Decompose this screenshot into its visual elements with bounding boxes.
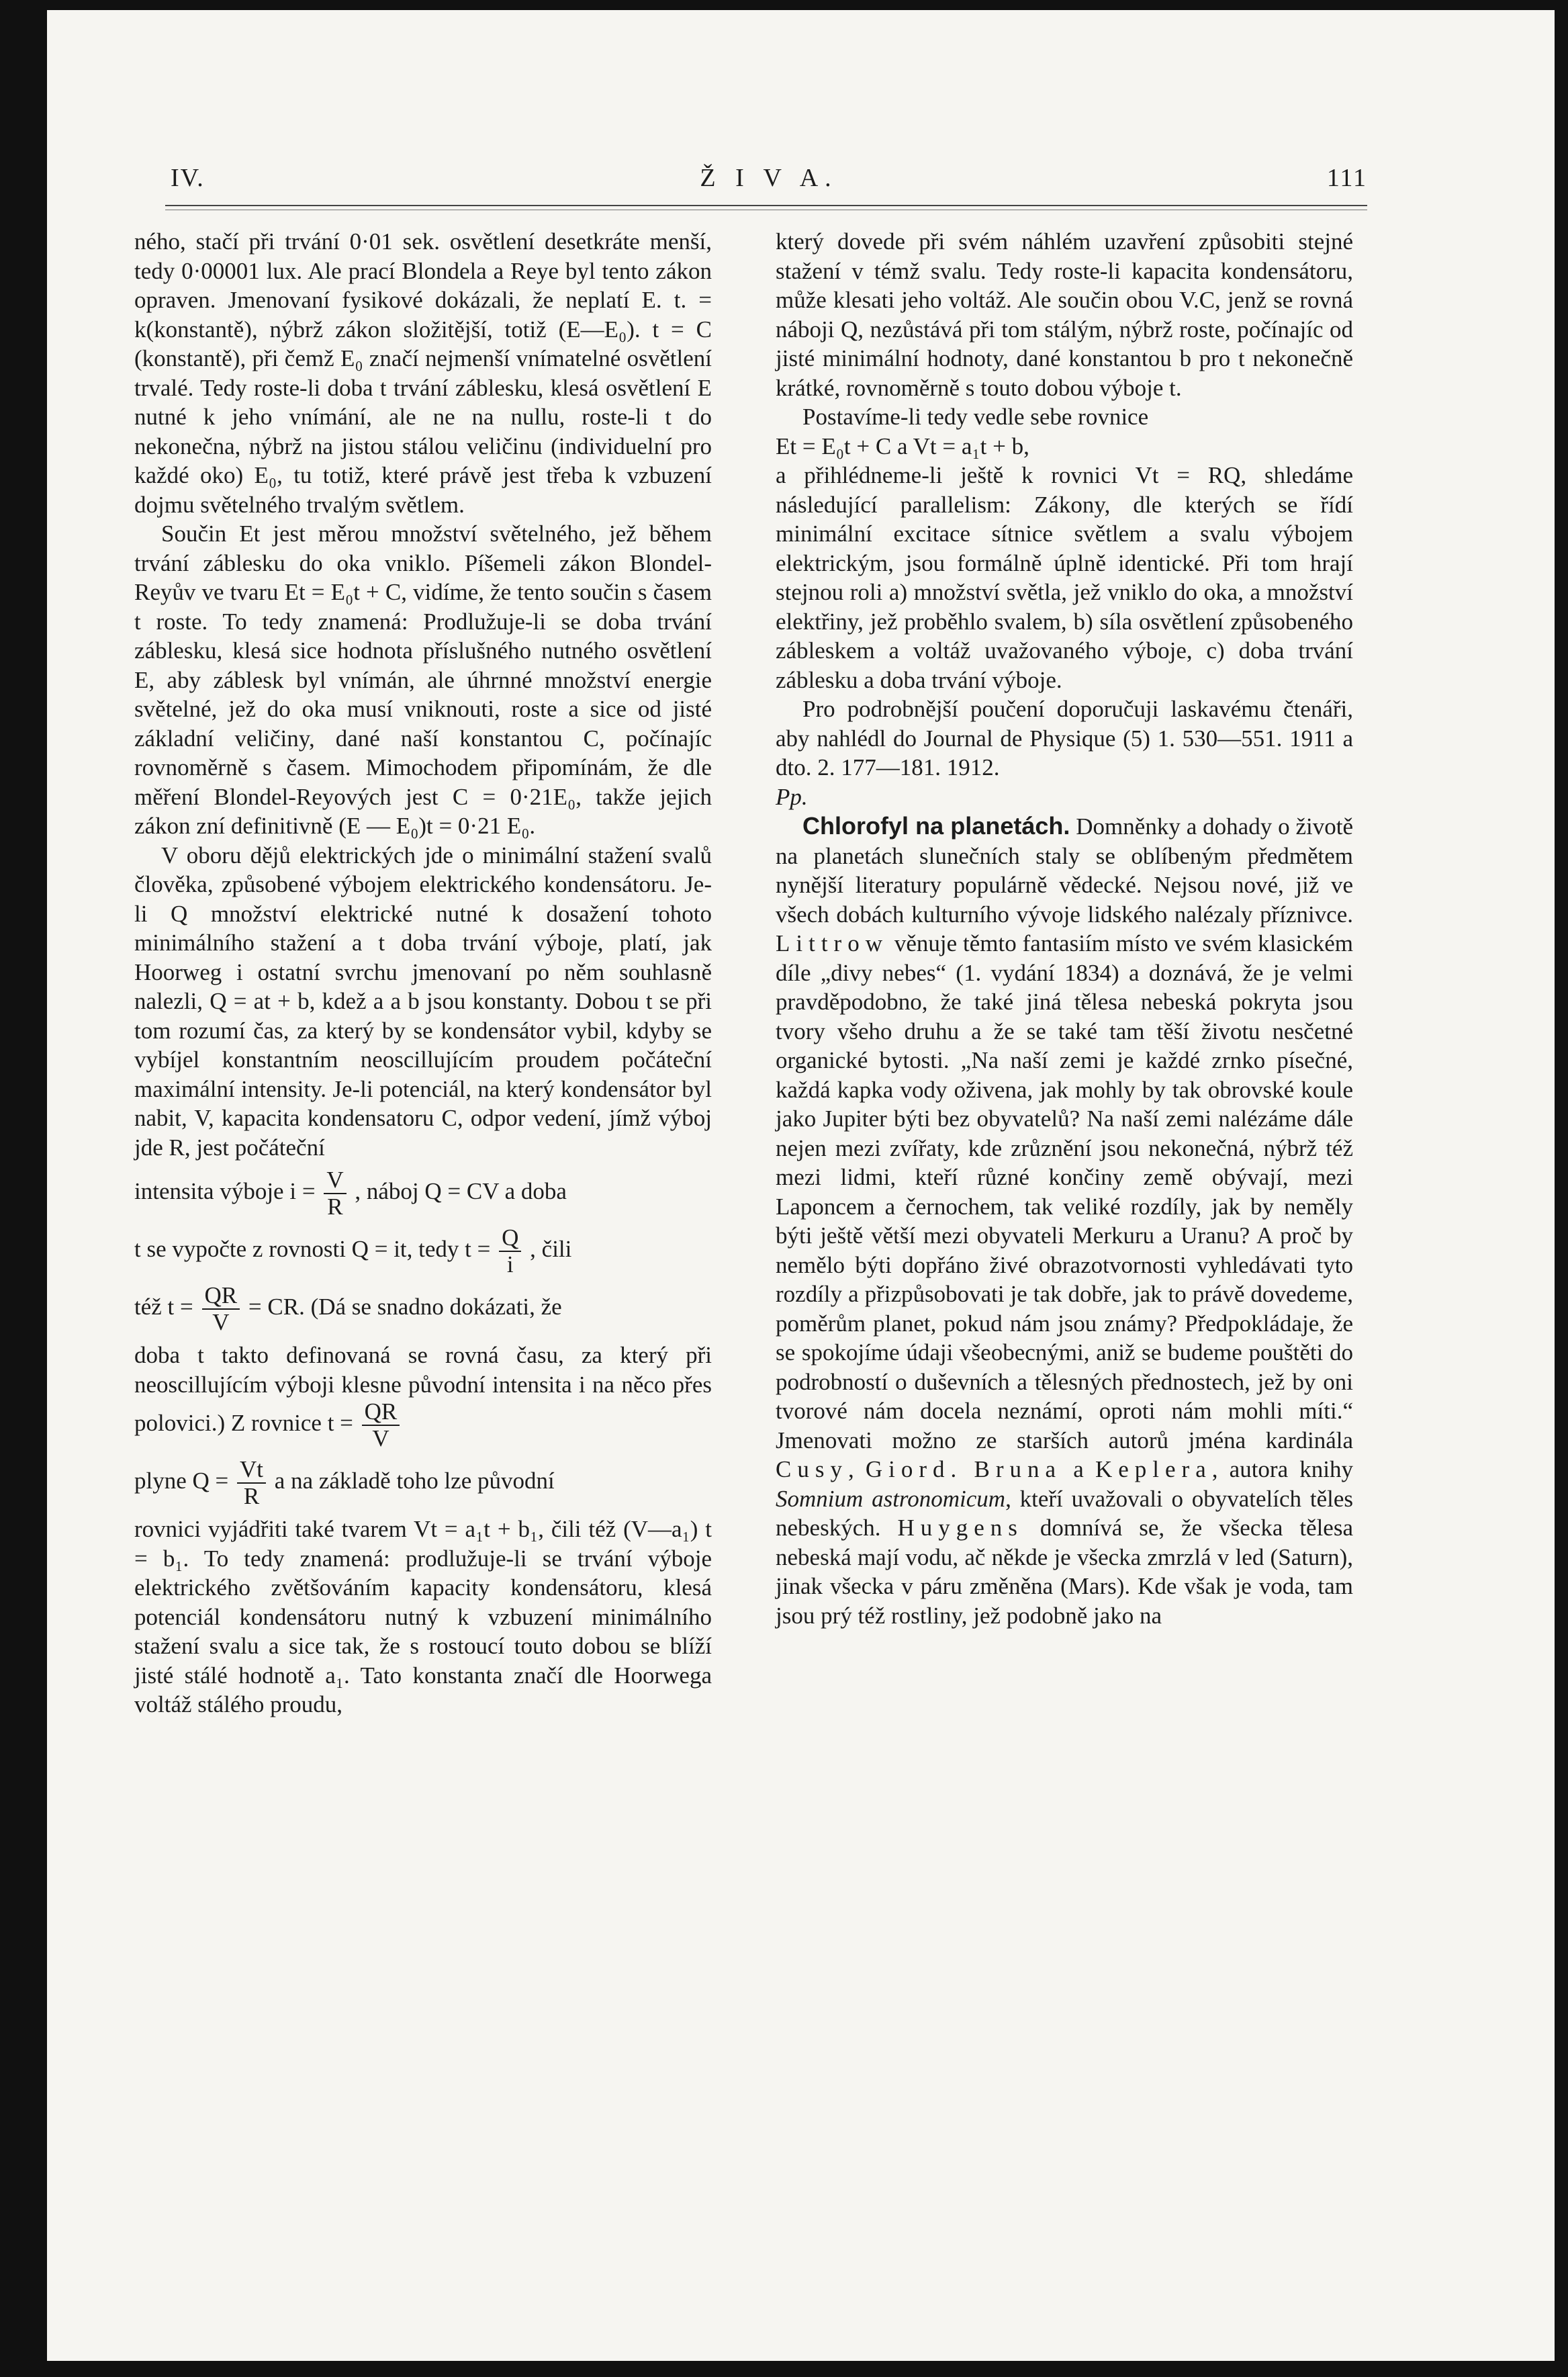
fraction xyxy=(237,1457,266,1509)
section-heading: Chlorofyl na planetách. xyxy=(802,812,1070,840)
fraction xyxy=(499,1225,521,1277)
numerator: QR xyxy=(202,1283,240,1310)
journal-title: Ž I V A. xyxy=(700,164,838,192)
text-run: , xyxy=(847,1456,854,1482)
denominator: V xyxy=(212,1309,230,1335)
page-number: 111 xyxy=(1326,164,1367,192)
formula-text: t se vypočte z rovnosti Q = it, tedy t = xyxy=(134,1236,491,1263)
formula-text: = CR. (Dá se snadno dokázati, že xyxy=(248,1294,562,1320)
equation-display: Et = E₀t + C a Vt = a₁t + b, xyxy=(776,433,1029,459)
running-header xyxy=(171,163,1367,204)
paragraph: a přihlédneme-li ještě k rovnici Vt = RQ, shledáme následující parallelism: Zákony, dle kterých se řídí minimální excitace sítnice světlem a svalu výbojem elektrickým, jsou formálně úplně identické. Při tom hrají stejnou roli a) množství světla, jež vniklo do oka, a množství elektřiny, jež proběhlo svalem, b) síla osvětlení způsobeného zábleskem a voltáž uvažovaného výboje, c) doba trvání záblesku a doba trvání výboje. xyxy=(776,462,1353,693)
formula-text: plyne Q = xyxy=(134,1468,229,1494)
paragraph: Pro podrobnější poučení doporučuji laskavému čtenáři, aby nahlédl do Journal de Physique (5) 1. 530—551. 1911 a dto. 2. 177—181. 1912. xyxy=(776,696,1353,780)
fraction xyxy=(324,1167,346,1220)
formula-line xyxy=(134,1225,712,1277)
article-chlorofyl xyxy=(776,811,1353,1630)
formula-text: , čili xyxy=(530,1236,572,1263)
formula-line xyxy=(134,1341,712,1451)
author-name: Littrow xyxy=(776,930,888,956)
text-run: , autora knihy xyxy=(1211,1456,1354,1482)
volume-number: IV. xyxy=(171,164,205,192)
book-title: Somnium astronomicum xyxy=(776,1485,1006,1512)
author-name: Giord. xyxy=(865,1456,963,1482)
text-run: Domněnky a dohady o životě na planetách slunečních staly se oblíbeným předmětem nynější literatury populárně vědecké. Nejsou nové, již ve všech dobách kulturního vývoje lidského nalézaly příznivce. xyxy=(776,813,1354,928)
author-name: Cusy xyxy=(776,1456,848,1482)
numerator: QR xyxy=(362,1399,400,1426)
text-run: domnívá se, že všecka tělesa nebeská mají vodu, ač někde je všecka zmrzlá v led (Saturn), jinak všecka v páru změněna (Mars). Kde však je voda, tam jsou prý též rostliny, jež podobně jako na xyxy=(776,1515,1353,1629)
text-run: a xyxy=(1073,1456,1084,1482)
formula-text: , náboj Q = CV a doba xyxy=(355,1178,567,1205)
right-column xyxy=(776,227,1353,2242)
denominator: i xyxy=(506,1251,514,1277)
formula-line xyxy=(134,1167,712,1220)
denominator: R xyxy=(327,1194,343,1220)
paragraph: V oboru dějů elektrických jde o minimální stažení svalů člověka, způsobené výbojem elektrického kondensátoru. Je-li Q množství elektrické nutné k dosažení tohoto minimálního stažení a t doba trvání výboje, platí, jak Hoorweg i ostatní svrchu jmenovaní po něm souhlasně nalezli, Q = at + b, kdež a a b jsou konstanty. Dobou t se při tom rozumí čas, za který by se kondensátor vybil, kdyby se vybíjel konstantním neoscillujícím proudem počáteční maximální intensity. Je-li potenciál, na který kondensátor byl nabit, V, kapacita kondensatoru C, odpor vedení, jímž výboj jde R, jest počáteční xyxy=(134,842,712,1161)
formula-text: doba t takto definovaná se rovná času, za který při neoscillujícím výboji klesne původní intensita i na něco přes polovici.) Z rovnice t = xyxy=(134,1342,712,1437)
formula-line xyxy=(134,1283,712,1335)
formula-line xyxy=(134,1457,712,1509)
denominator: V xyxy=(372,1425,389,1451)
numerator: Q xyxy=(499,1225,521,1252)
paragraph: Postavíme-li tedy vedle sebe rovnice xyxy=(802,404,1149,430)
formula-text: intensita výboje i = xyxy=(134,1178,316,1205)
numerator: Vt xyxy=(237,1457,266,1484)
text-run: , kteří uvažovali o obyvatelích těles nebeských. xyxy=(776,1485,1353,1541)
author-name: Keplera xyxy=(1095,1456,1212,1482)
author-signature: Pp. xyxy=(776,783,808,810)
formula-text: též t = xyxy=(134,1294,193,1320)
paragraph: který dovede při svém náhlém uzavření způsobiti stejné stažení v témž svalu. Tedy roste-li kapacita kondensátoru, může klesati jeho voltáž. Ale součin obou V.C, jenž se rovná náboji Q, nezůstává při tom stálým, nýbrž roste, počínajíc od jisté minimální hodnoty, dané konstantou b pro t nekonečně krátké, rovnoměrně s touto dobou výboje t. xyxy=(776,228,1353,401)
paragraph: rovnici vyjádřiti také tvarem Vt = a₁t + b₁, čili též (V—a₁) t = b₁. To tedy znamená: prodlužuje-li se trvání výboje elektrického zvětšováním kapacity kondensátoru, klesá potenciál kondensátoru nutný k vzbuzení minimálního stažení svalu a sice tak, že s rostoucí touto dobou se blíží jisté stálé hodnotě a₁. Tato konstanta značí dle Hoorwega voltáž stálého proudu, xyxy=(134,1516,712,1717)
paragraph: Součin Et jest měrou množství světelného, jež během trvání záblesku do oka vniklo. Píšemeli zákon Blondel-Reyův ve tvaru Et = E₀t + C, vidíme, že tento součin s časem t roste. To tedy znamená: Prodlužuje-li se doba trvání záblesku, klesá sice hodnota příslušného nutného osvětlení E, aby záblesk byl vnímán, ale úhrnné množství energie světelné, jež do oka musí vniknouti, roste a sice od jisté základní veličiny, dané naší konstantou C, počínajíc rovnoměrně s časem. Mimochodem připomínám, že dle měření Blondel-Reyových jest C = 0·21E₀, takže jejich zákon zní definitivně (E — E₀)t = 0·21 E₀. xyxy=(134,521,712,839)
fraction xyxy=(202,1283,240,1335)
paragraph: ného, stačí při trvání 0·01 sek. osvětlení desetkráte menší, tedy 0·00001 lux. Ale prací Blondela a Reye byl tento zákon opraven. Jmenovaní fysikové dokázali, že neplatí E. t. = k(konstantě), nýbrž zákon složitější, totiž (E—E₀). t = C (konstantě), při čemž E₀ značí nejmenší vnímatelné osvětlení trvalé. Tedy roste-li doba t trvání záblesku, klesá osvětlení E nutné k jeho vnímání, ale ne na nullu, roste-li t do nekonečna, nýbrž na jistou stálou veličinu (individuelní pro každé oko) E₀, tu totiž, které právě jest třeba k vzbuzení dojmu světelného trvalým světlem. xyxy=(134,228,712,518)
numerator: V xyxy=(324,1167,346,1194)
author-name: Bruna xyxy=(974,1456,1062,1482)
left-column xyxy=(134,227,712,2242)
text-run: věnuje těmto fantasiím místo ve svém klasickém díle „divy nebes“ (1. vydání 1834) a doznává, že je velmi pravděpodobno, že také jiná tělesa nebeská pokryta jsou tvory všeho druhu a že se také tam těší životu nesčetné organické bytosti. „Na naší zemi je každé zrnko písečné, každá kapka vody oživena, jak mohly by tak obrovské koule jako Jupiter býti bez obyvatelů? Na naší zemi nalézáme dále nejen mezi zvířaty, kde zrůznění jsou nekonečná, nýbrž též mezi lidmi, kteří různé končiny země obývají, mezi Laponcem a černochem, tak veliké rozdíly, jak by neměly býti ještě větší mezi obyvateli Merkuru a Uranu? A proč by nemělo býti dopřáno živé obrazotvornosti vyhledávati tyto rozdíly a přizpůsobovati je tak dobře, jak to právě dovedeme, poměrům planet, pokud nám jsou známy? Předpokládaje, že se spokojíme údaji všeobecnými, aniž se budeme pouštěti do podrobností o duševních a tělesných přednostech, jež by oni tvorové nám docela neznámí, oproti nám mohli míti.“ Jmenovati možno ze starších autorů jména kardinála xyxy=(776,930,1353,1453)
author-name: Huygens xyxy=(897,1515,1023,1541)
formula-text: a na základě toho lze původní xyxy=(274,1468,555,1494)
fraction xyxy=(362,1399,400,1451)
denominator: R xyxy=(243,1483,260,1509)
header-rule xyxy=(165,205,1367,210)
